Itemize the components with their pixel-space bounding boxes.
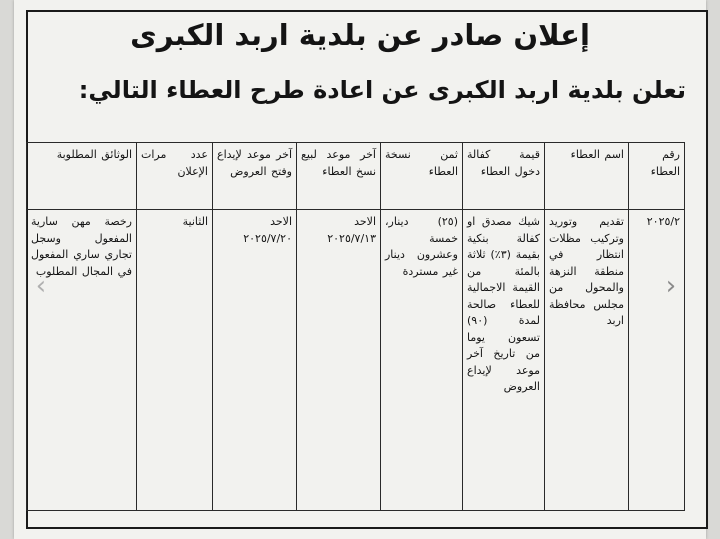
column-header-tender-name: اسم العطاء bbox=[545, 143, 629, 210]
column-header-sale-deadline: آخر موعد لبيع نسخ العطاء bbox=[297, 143, 381, 210]
column-header-tender-number: رقم العطاء bbox=[629, 143, 685, 210]
column-header-required-documents: الوثائق المطلوبة bbox=[27, 143, 137, 210]
chevron-right-icon[interactable]: › bbox=[665, 271, 677, 301]
chevron-left-icon[interactable]: ‹ bbox=[35, 271, 47, 301]
cell-copy-price: (٢٥) دينار، خمسة وعشرون دينار غير مستردة bbox=[381, 210, 463, 511]
tender-table bbox=[26, 142, 685, 511]
cell-tender-name: تقديم وتوريد وتركيب مظلات انتظار في منطقة النزهة والمحول من مجلس محافظة اربد bbox=[545, 210, 629, 511]
cell-guarantee-value: شيك مصدق او كفالة بنكية بقيمة (٣٪) ثلاثة بالمئة من القيمة الاجمالية للعطاء صالحة لمدة (٩٠) تسعون يوما من تاريخ آخر موعد لإيداع العروض bbox=[463, 210, 545, 511]
cell-tender-number: ٢٠٢٥/٢ bbox=[629, 210, 685, 511]
cell-announcement-count: الثانية bbox=[137, 210, 213, 511]
cell-required-documents: رخصة مهن سارية المفعول وسجل تجاري ساري المفعول في المجال المطلوب bbox=[27, 210, 137, 511]
table-header-row bbox=[27, 143, 685, 210]
column-header-announcement-count: عدد مرات الإعلان bbox=[137, 143, 213, 210]
column-header-copy-price: ثمن نسخة العطاء bbox=[381, 143, 463, 210]
announcement-title: إعلان صادر عن بلدية اربد الكبرى bbox=[130, 18, 590, 52]
announcement-subtitle: تعلن بلدية اربد الكبرى عن اعادة طرح العطاء التالي: bbox=[78, 76, 686, 104]
cell-sale-deadline: الاحد ٢٠٢٥/٧/١٣ bbox=[297, 210, 381, 511]
table-row bbox=[27, 210, 685, 511]
column-header-guarantee-value: قيمة كفالة دخول العطاء bbox=[463, 143, 545, 210]
cell-submission-deadline: الاحد ٢٠٢٥/٧/٢٠ bbox=[213, 210, 297, 511]
column-header-submission-deadline: آخر موعد لإيداع وفتح العروض bbox=[213, 143, 297, 210]
